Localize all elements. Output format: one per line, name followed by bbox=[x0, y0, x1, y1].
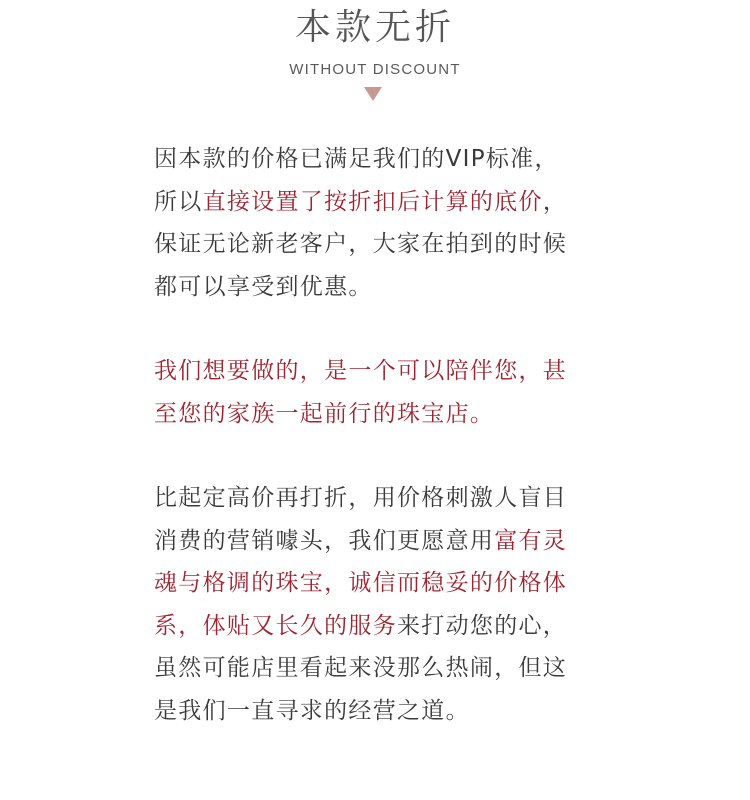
text-line bbox=[154, 647, 614, 690]
paragraph-gap bbox=[154, 308, 614, 350]
text-line bbox=[154, 520, 614, 563]
text-segment: 比起定高价再打折，用价格刺激人盲目 bbox=[154, 485, 568, 511]
text-segment: 所以 bbox=[154, 188, 203, 215]
highlight-text: 我们想要做的，是一个可以陪伴您，甚 bbox=[154, 358, 568, 384]
text-segment: 因本款的价格已满足我们的VIP标准， bbox=[154, 146, 559, 172]
highlight-text: 魂与格调的珠宝，诚信而稳妥的价格体 bbox=[154, 570, 568, 596]
page-subtitle: WITHOUT DISCOUNT bbox=[289, 61, 461, 78]
text-line bbox=[154, 477, 614, 520]
text-segment: 都可以享受到优惠。 bbox=[154, 273, 373, 300]
text-line bbox=[154, 562, 614, 605]
paragraph bbox=[154, 477, 614, 732]
page-title: 本款无折 bbox=[294, 7, 455, 48]
content bbox=[154, 138, 614, 732]
paragraph bbox=[154, 138, 614, 308]
text-segment: ， bbox=[542, 188, 568, 215]
highlight-text: 至您的家族一起前行的珠宝店。 bbox=[154, 400, 495, 427]
text-line bbox=[154, 350, 614, 393]
paragraph-gap bbox=[154, 435, 614, 477]
text-line bbox=[154, 181, 614, 224]
text-segment: 是我们一直寻求的经营之道。 bbox=[154, 697, 470, 724]
text-segment: 保证无论新老客户，大家在拍到的时候 bbox=[154, 231, 568, 257]
text-line bbox=[154, 223, 614, 266]
highlight-text: 富有灵 bbox=[494, 527, 568, 554]
paragraph bbox=[154, 350, 614, 435]
highlight-text: 系，体贴又长久的服务 bbox=[154, 612, 397, 639]
text-line bbox=[154, 605, 614, 648]
text-line bbox=[154, 393, 614, 436]
text-line bbox=[154, 138, 614, 181]
text-segment: 来打动您的心， bbox=[397, 612, 568, 639]
text-segment: 虽然可能店里看起来没那么热闹，但这 bbox=[154, 655, 568, 681]
text-segment: 消费的营销噱头，我们更愿意用 bbox=[154, 527, 495, 554]
highlight-text: 直接设置了按折扣后计算的底价 bbox=[202, 188, 543, 215]
text-line bbox=[154, 266, 614, 309]
down-triangle-icon bbox=[364, 87, 382, 101]
text-line bbox=[154, 690, 614, 733]
